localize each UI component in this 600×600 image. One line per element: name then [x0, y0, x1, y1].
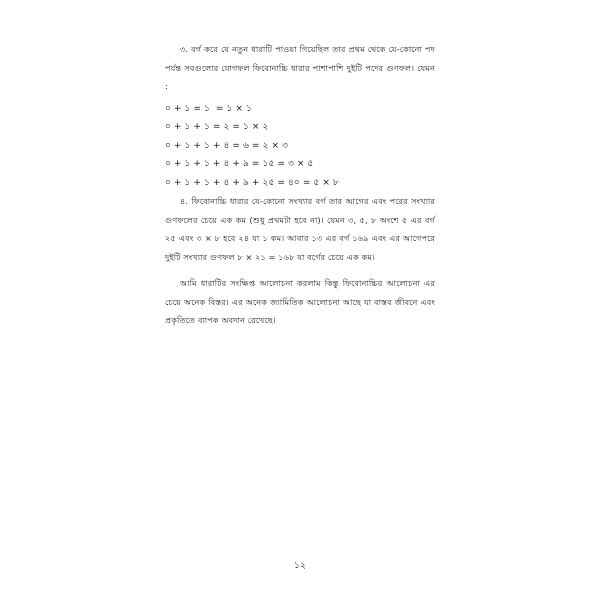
intro-paragraph-text: ৩. বর্গ করে যে নতুন ধারাটি পাওয়া গিয়েছিল তার প্রথম থেকে যে-কোনো পদ পর্যন্ত সবগুলোর যোগফল ফিবোনাচ্চি ধারার পাশাপাশি দুইটি পদের গুণফল। যেমন :: [165, 44, 435, 91]
equation-line: ০ + ১ + ১ + ৪ + ৯ + ২৫ = ৪০ = ৫ × ৮: [165, 177, 339, 188]
page-number: ১২: [294, 561, 306, 571]
page-body: [165, 40, 435, 334]
equation-list: [165, 100, 435, 193]
closing-paragraph: [165, 274, 435, 330]
equation-line: ০ + ১ = ১ = ১ × ১: [165, 103, 252, 114]
closing-paragraph-text: আমি ধারাটির সংক্ষিপ্ত আলোচনা করলাম কিন্তু ফিবোনাচ্চির আলোচনা এর চেয়ে অনেক বিস্তর। এর অনেক জ্যামিতিক আলোচনা আছে যা বাস্তব জীবনে এবং প্রকৃতিতে ব্যাপক অবদান রেখেছে।: [165, 278, 435, 326]
equation-line: ০ + ১ + ১ + ৪ + ৯ = ১৫ = ৩ × ৫: [165, 159, 314, 170]
point4-paragraph: [165, 192, 435, 266]
intro-paragraph: [165, 40, 435, 96]
point4-paragraph-text: ৪. ফিবোনাচ্চি ধারার যে-কোনো সংখ্যার বর্গ তার আগের এবং পরের সংখ্যার গুণফলের চেয়ে এক কম (শুধু প্রথমটা হবে না)। যেমন ৩, ৫, ৮ অংশে ৫ এর বর্গ ২৫ এবং ৩ × ৮ হবে ২৪ যা ১ কম। আবার ১৩ এর বর্গ ১৬৯ এবং এর আগেপরে দুইটি সংখ্যার গুণফল ৮ × ২১ = ১৬৮ যা বর্গের চেয়ে এক কম।: [165, 196, 435, 262]
equation-line: ০ + ১ + ১ = ২ = ১ × ২: [165, 122, 269, 133]
equation-line: ০ + ১ + ১ + ৪ = ৬ = ২ × ৩: [165, 140, 289, 151]
